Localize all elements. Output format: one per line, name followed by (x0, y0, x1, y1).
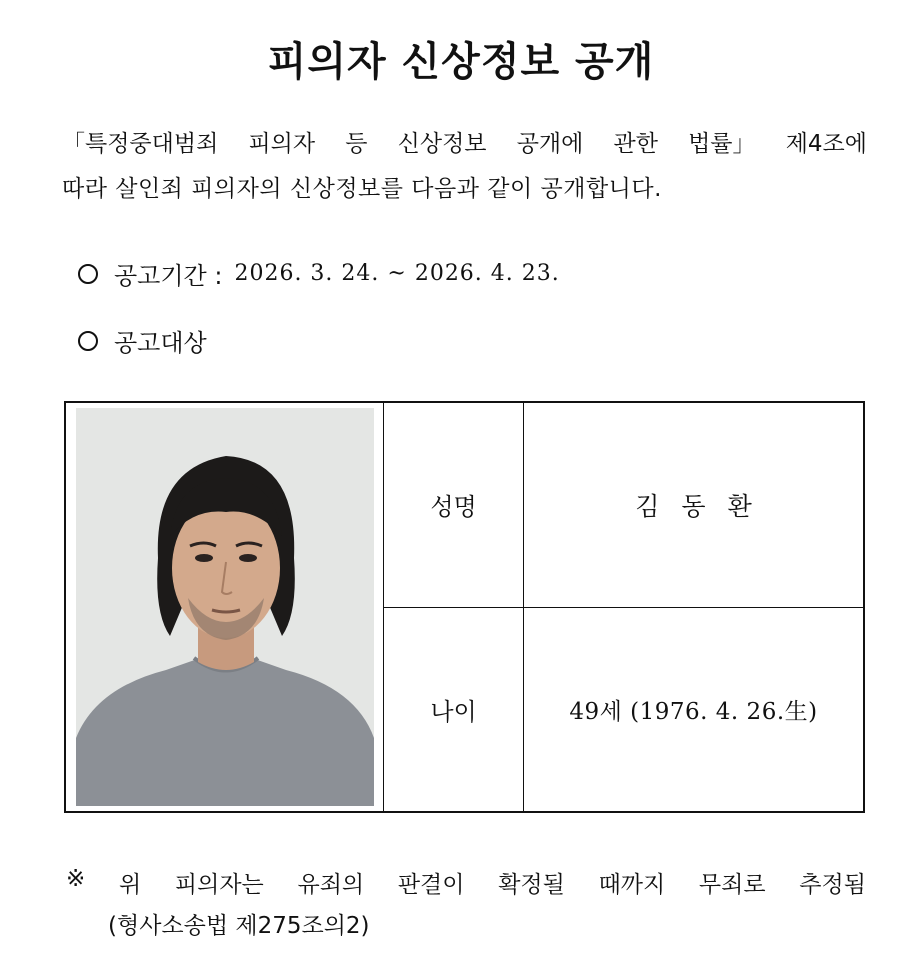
intro-word: 등 (345, 131, 368, 157)
intro-line-2: 따라 살인죄 피의자의 신상정보를 다음과 같이 공개합니다. (62, 176, 662, 202)
presumption-notice (66, 866, 866, 940)
period-label: 공고기간 : (114, 262, 223, 290)
notice-word: 때까지 (598, 872, 666, 898)
notice-word: 유죄의 (297, 872, 365, 898)
intro-word: 「특정중대범죄 (62, 131, 219, 157)
intro-word: 신상정보 (397, 131, 487, 157)
notice-word: ※ (66, 866, 86, 892)
notice-word: 위 (118, 872, 142, 898)
suspect-info-table (64, 401, 865, 813)
circle-bullet-icon (78, 331, 98, 351)
notice-word: 피의자는 (174, 872, 264, 898)
info-rows (384, 403, 863, 811)
suspect-photo (76, 408, 374, 806)
name-row (384, 403, 863, 607)
intro-word: 공개에 (516, 131, 584, 157)
announcement-target (78, 323, 207, 358)
notice-line-2: (형사소송법 제275조의2) (108, 913, 370, 939)
notice-word: 판결이 (397, 872, 465, 898)
age-row (384, 607, 863, 812)
age-value-cell (524, 608, 863, 812)
name-label: 성명 (384, 403, 524, 607)
name-value-cell (524, 403, 863, 607)
intro-word: 관한 (613, 131, 658, 157)
period-value: 2026. 3. 24. ~ 2026. 4. 23. (234, 261, 560, 286)
notice-word: 확정될 (498, 872, 565, 898)
circle-bullet-icon (78, 264, 98, 284)
age-value: 49세 (1976. 4. 26.生) (569, 698, 818, 725)
target-label: 공고대상 (114, 329, 207, 357)
intro-word: 피의자 (248, 131, 316, 157)
age-label: 나이 (384, 608, 524, 812)
portrait-image (76, 408, 374, 806)
notice-word: 추정됨 (799, 872, 866, 898)
page-title: 피의자 신상정보 공개 (267, 39, 655, 85)
intro-word: 제4조에 (785, 131, 867, 157)
name-value: 김동환 (635, 491, 774, 521)
intro-line-1 (62, 122, 867, 167)
notice-word: 무죄로 (698, 872, 766, 898)
photo-cell (66, 403, 384, 811)
intro-word: 법률」 (688, 131, 756, 157)
intro-paragraph (62, 122, 867, 212)
announcement-period (78, 256, 560, 291)
notice-line-1 (66, 866, 866, 899)
